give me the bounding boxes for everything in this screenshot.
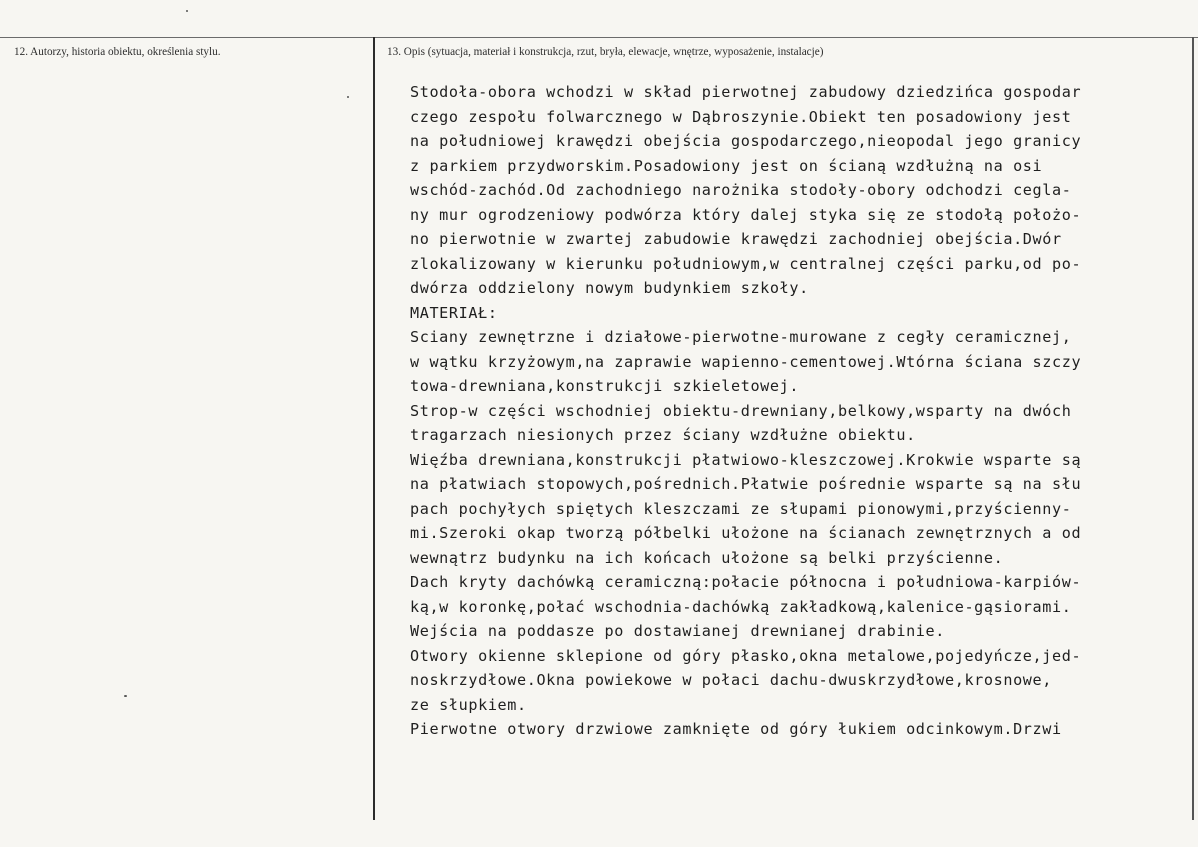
speck	[124, 695, 127, 697]
description-line: Wejścia na poddasze po dostawianej drewnianej drabinie.	[410, 622, 946, 640]
description-line: tragarzach niesionych przez ściany wzdłużne obiektu.	[410, 426, 916, 444]
column-divider	[373, 37, 375, 820]
description-line: dwórza oddzielony nowym budynkiem szkoły.	[410, 279, 809, 297]
description-line: towa-drewniana,konstrukcji szkieletowej.	[410, 377, 800, 395]
description-line: wschód-zachód.Od zachodniego narożnika stodoły-obory odchodzi cegla-	[410, 181, 1072, 199]
description-line: ny mur ogrodzeniowy podwórza który dalej styka się ze stodołą położo-	[410, 205, 1082, 224]
description-text	[410, 80, 1198, 742]
description-line: Otwory okienne sklepione od góry płasko,okna metalowe,pojedyńcze,jed-	[410, 646, 1082, 665]
section-13-heading: 13. Opis (sytuacja, materiał i konstrukcja, rzut, bryła, elewacje, wnętrze, wyposażenie, instalacje)	[387, 46, 824, 58]
description-line: MATERIAŁ:	[410, 303, 498, 322]
description-line: pach pochyłych spiętych kleszczami ze słupami pionowymi,przyścienny-	[410, 499, 1072, 518]
speck	[347, 96, 349, 98]
description-line: no pierwotnie w zwartej zabudowie krawędzi zachodniej obejścia.Dwór	[410, 230, 1062, 248]
description-line: ką,w koronkę,połać wschodnia-dachówką zakładkową,kalenice-gąsiorami.	[410, 597, 1072, 616]
description-line: wewnątrz budynku na ich końcach ułożone są belki przyścienne.	[410, 548, 1004, 567]
description-line: Pierwotne otwory drzwiowe zamknięte od góry łukiem odcinkowym.Drzwi	[410, 720, 1062, 738]
description-line: Sciany zewnętrzne i działowe-pierwotne-murowane z cegły ceramicznej,	[410, 328, 1072, 346]
description-line: w wątku krzyżowym,na zaprawie wapienno-cementowej.Wtórna ściana szczy	[410, 352, 1082, 371]
description-line: mi.Szeroki okap tworzą półbelki ułożone na ścianach zewnętrznych a od	[410, 524, 1082, 542]
description-line: czego zespołu folwarcznego w Dąbroszynie.Obiekt ten posadowiony jest	[410, 107, 1072, 126]
description-line: noskrzydłowe.Okna powiekowe w połaci dachu-dwuskrzydłowe,krosnowe,	[410, 671, 1052, 689]
description-line: ze słupkiem.	[410, 695, 527, 714]
section-12-heading: 12. Autorzy, historia obiektu, określenia stylu.	[14, 46, 221, 58]
description-line: Stodoła-obora wchodzi w skład pierwotnej zabudowy dziedzińca gospodar	[410, 83, 1082, 101]
description-line: Strop-w części wschodniej obiektu-drewniany,belkowy,wsparty na dwóch	[410, 401, 1072, 420]
speck	[186, 10, 188, 12]
top-rule	[0, 37, 1198, 38]
description-line: zlokalizowany w kierunku południowym,w centralnej części parku,od po-	[410, 254, 1082, 273]
description-line: na południowej krawędzi obejścia gospodarczego,nieopodal jego granicy	[410, 132, 1082, 150]
description-line: Dach kryty dachówką ceramiczną:połacie północna i południowa-karpiów-	[410, 573, 1082, 591]
description-line: z parkiem przydworskim.Posadowiony jest on ścianą wzdłużną na osi	[410, 156, 1043, 175]
description-line: Więźba drewniana,konstrukcji płatwiowo-kleszczowej.Krokwie wsparte są	[410, 450, 1082, 469]
description-line: na płatwiach stopowych,pośrednich.Płatwie pośrednie wsparte są na słu	[410, 475, 1082, 493]
